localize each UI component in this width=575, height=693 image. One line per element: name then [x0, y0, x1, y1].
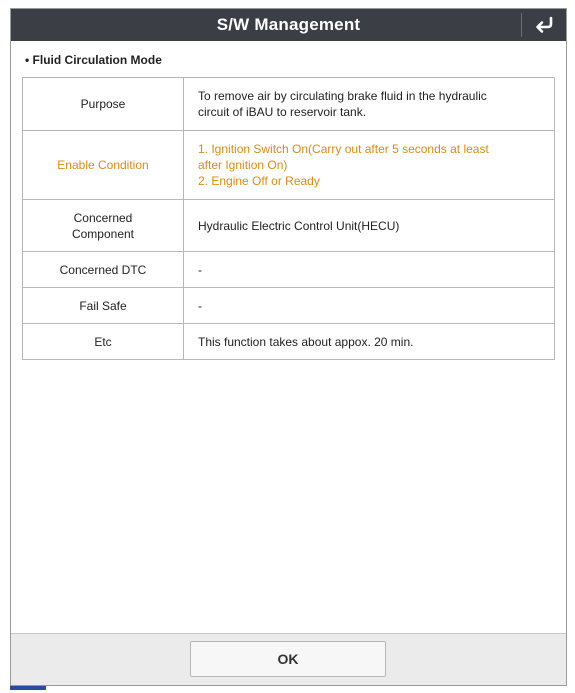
value-line: after Ignition On)	[198, 158, 288, 172]
row-label: Purpose	[23, 78, 184, 131]
label-line: Concerned	[73, 210, 133, 225]
title-bar	[11, 9, 566, 41]
row-value: Hydraulic Electric Control Unit(HECU)	[184, 200, 555, 252]
row-label: Enable Condition	[23, 131, 184, 200]
table-row	[23, 78, 555, 131]
taskbar-stub	[10, 686, 46, 690]
dialog-window	[10, 8, 567, 686]
value-line: To remove air by circulating brake fluid in the hydraulic	[198, 89, 487, 103]
row-value: -	[184, 252, 555, 288]
row-value: This function takes about appox. 20 min.	[184, 324, 555, 360]
table-row	[23, 131, 555, 200]
label-line: Component	[71, 226, 135, 241]
dialog-footer	[11, 633, 566, 685]
return-arrow-icon	[534, 16, 554, 34]
row-label: Etc	[23, 324, 184, 360]
row-value	[184, 131, 555, 200]
row-value: -	[184, 288, 555, 324]
back-button[interactable]	[522, 9, 566, 41]
row-label: Concerned DTC	[23, 252, 184, 288]
table-row	[23, 324, 555, 360]
info-table	[22, 77, 555, 360]
value-line: 1. Ignition Switch On(Carry out after 5 seconds at least	[198, 142, 489, 156]
table-row	[23, 288, 555, 324]
row-label	[23, 200, 184, 252]
row-value	[184, 78, 555, 131]
section-title: • Fluid Circulation Mode	[25, 53, 162, 67]
ok-button[interactable]: OK	[190, 641, 386, 677]
table-row	[23, 252, 555, 288]
value-line: 2. Engine Off or Ready	[198, 174, 320, 188]
row-label: Fail Safe	[23, 288, 184, 324]
value-line: circuit of iBAU to reservoir tank.	[198, 105, 367, 119]
table-row	[23, 200, 555, 252]
window-title: S/W Management	[216, 15, 361, 34]
